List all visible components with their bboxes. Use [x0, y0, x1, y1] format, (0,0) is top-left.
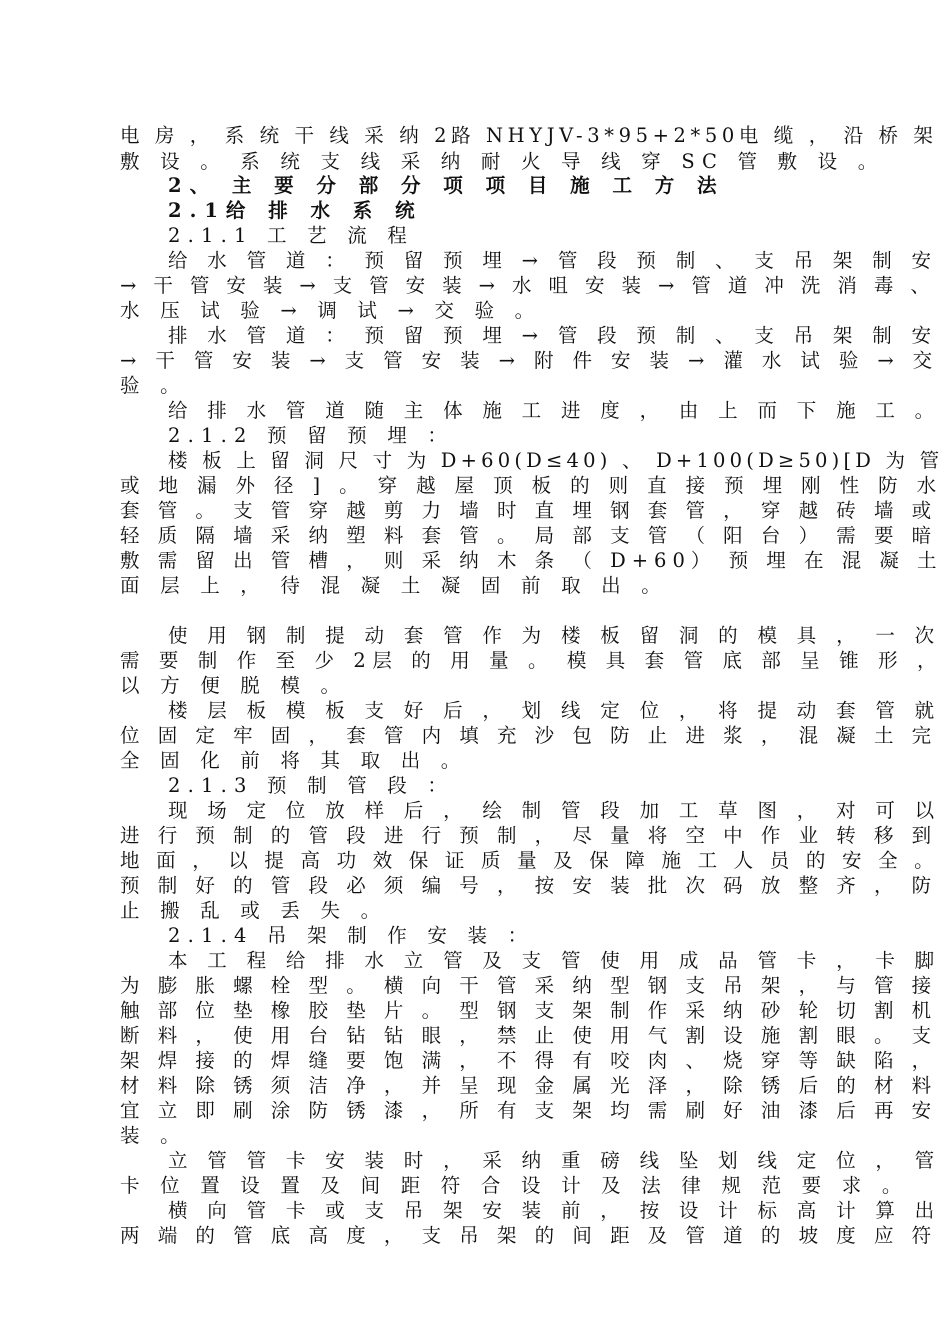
text-line: 触 部 位 垫 橡 胶 垫 片 。 型 钢 支 架 制 作 采 纳 砂 轮 切 割 机 [120, 999, 938, 1022]
text-line: 套 管 。 支 管 穿 越 剪 力 墙 时 直 埋 钢 套 管 ， 穿 越 砖 墙 或 [120, 499, 938, 522]
text-line: → 干 管 安 装 → 支 管 安 装 → 水 咀 安 装 → 管 道 冲 洗 消 毒 、 [120, 274, 936, 297]
text-line: 立 管 管 卡 安 装 时 ， 采 纳 重 磅 线 坠 划 线 定 位 ， 管 [168, 1149, 941, 1172]
text-line: 两 端 的 管 底 高 度 ， 支 吊 架 的 间 距 及 管 道 的 坡 度 应 符 [120, 1224, 938, 1247]
section-heading: 2、 主 要 分 部 分 项 项 目 施 工 方 法 [168, 174, 725, 197]
text-line: 需 要 制 作 至 少 2层 的 用 量 。 模 具 套 管 底 部 呈 锥 形 ， [120, 649, 944, 672]
text-line: → 干 管 安 装 → 支 管 安 装 → 附 件 安 装 → 灌 水 试 验 → 交 [120, 349, 939, 372]
text-line: 为 膨 胀 螺 栓 型 。 横 向 干 管 采 纳 型 钢 支 吊 架 ， 与 管 接 [120, 974, 938, 997]
text-line: 预 制 好 的 管 段 必 须 编 号 ， 按 安 装 批 次 码 放 整 齐 ， 防 [120, 874, 938, 897]
text-line: 排 水 管 道 ： 预 留 预 埋 → 管 段 预 制 、 支 吊 架 制 安 [168, 324, 938, 347]
text-line: 进 行 预 制 的 管 段 进 行 预 制 ， 尽 量 将 空 中 作 业 转 移 到 [120, 824, 938, 847]
text-line: 地 面 ， 以 提 高 功 效 保 证 质 量 及 保 障 施 工 人 员 的 安 全 。 [120, 849, 939, 872]
text-line: 2.1.4 吊 架 制 作 安 装 ： [168, 924, 535, 947]
text-line: 本 工 程 给 排 水 立 管 及 支 管 使 用 成 品 管 卡 ， 卡 脚 [168, 949, 941, 972]
text-line: 位 固 定 牢 固 ， 套 管 内 填 充 沙 包 防 止 进 浆 ， 混 凝 土 完 [120, 724, 938, 747]
text-line: 装 。 [120, 1124, 187, 1147]
text-line: 给 排 水 管 道 随 主 体 施 工 进 度 ， 由 上 而 下 施 工 。 [168, 399, 941, 422]
text-line: 2.1.3 预 制 管 段 ： [168, 774, 455, 797]
text-line: 止 搬 乱 或 丢 失 。 [120, 899, 388, 922]
text-line: 横 向 管 卡 或 支 吊 架 安 装 前 ， 按 设 计 标 高 计 算 出 [168, 1199, 941, 1222]
text-line: 面 层 上 ， 待 混 凝 土 凝 固 前 取 出 。 [120, 574, 668, 597]
text-line: 轻 质 隔 墙 采 纳 塑 料 套 管 。 局 部 支 管 （ 阳 台 ） 需 要 暗 [120, 524, 938, 547]
text-line: 断 料 ， 使 用 台 钻 钻 眼 ， 禁 止 使 用 气 割 设 施 割 眼 。 支 [120, 1024, 938, 1047]
text-line: 材 料 除 锈 须 洁 净 ， 并 呈 现 金 属 光 泽 ， 除 锈 后 的 材 料 [120, 1074, 938, 1097]
text-line: 验 。 [120, 374, 187, 397]
text-line: 卡 位 置 设 置 及 间 距 符 合 设 计 及 法 律 规 范 要 求 。 [120, 1174, 909, 1197]
text-line: 楼 层 板 模 板 支 好 后 ， 划 线 定 位 ， 将 提 动 套 管 就 [168, 699, 941, 722]
text-line: 2.1.1 工 艺 流 程 [168, 224, 415, 247]
text-line: 全 固 化 前 将 其 取 出 。 [120, 749, 468, 772]
text-line: 以 方 便 脱 模 。 [120, 674, 348, 697]
text-line: 现 场 定 位 放 样 后 ， 绘 制 管 段 加 工 草 图 ， 对 可 以 [168, 799, 941, 822]
text-line: 宜 立 即 刷 涂 防 锈 漆 ， 所 有 支 架 均 需 刷 好 油 漆 后 再 安 [120, 1099, 938, 1122]
text-line: 使 用 钢 制 提 动 套 管 作 为 楼 板 留 洞 的 模 具 ， 一 次 [168, 624, 941, 647]
section-heading: 2.1给 排 水 系 统 [168, 199, 423, 222]
text-line: 架 焊 接 的 焊 缝 要 饱 满 ， 不 得 有 咬 肉 、 烧 穿 等 缺 陷 ， [120, 1049, 938, 1072]
text-line: 敷 需 留 出 管 槽 ， 则 采 纳 木 条 （ D+60） 预 埋 在 混 凝 土 [120, 549, 943, 572]
text-line: 给 水 管 道 ： 预 留 预 埋 → 管 段 预 制 、 支 吊 架 制 安 [168, 249, 938, 272]
text-line: 敷 设 。 系 统 支 线 采 纳 耐 火 导 线 穿 SC 管 敷 设 。 [120, 150, 885, 173]
text-line: 或 地 漏 外 径 ] 。 穿 越 屋 顶 板 的 则 直 接 预 埋 刚 性 防 水 [120, 474, 943, 497]
text-line: 楼 板 上 留 洞 尺 寸 为 D+60(D≤40) 、 D+100(D≥50)[D 为 管 [168, 449, 944, 472]
text-line: 水 压 试 验 → 调 试 → 交 验 。 [120, 299, 542, 322]
text-line: 电 房 ， 系 统 干 线 采 纳 2路 NHYJV-3*95+2*50电 缆 ， 沿 桥 架 [120, 124, 938, 147]
text-line: 2.1.2 预 留 预 埋 ： [168, 424, 455, 447]
